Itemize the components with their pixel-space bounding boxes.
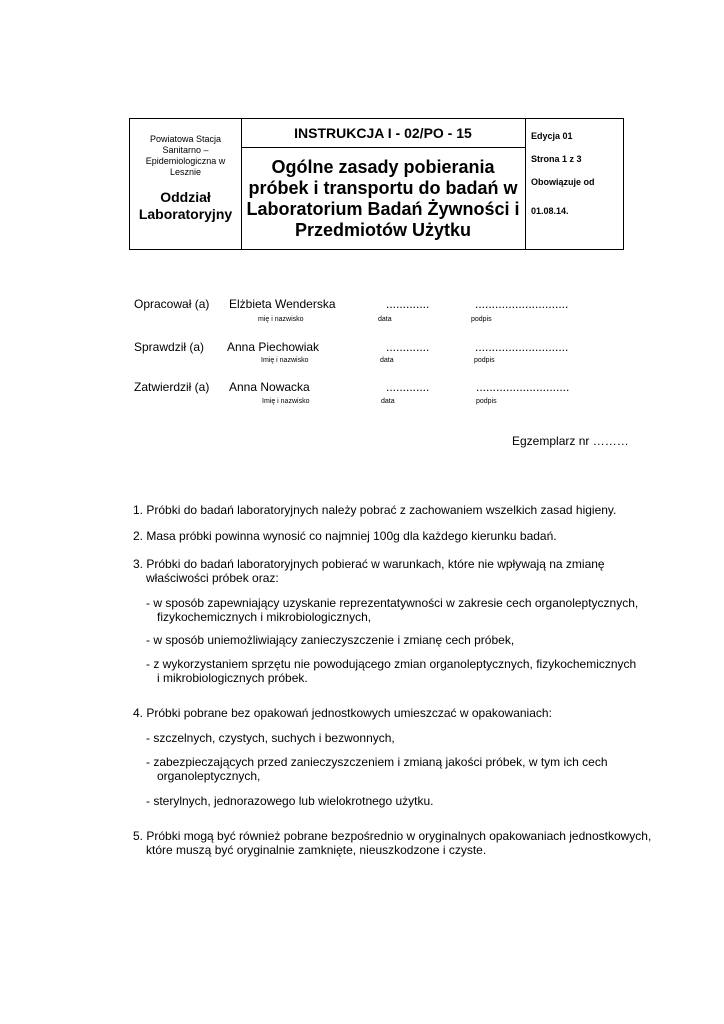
meta-cell: [525, 119, 624, 249]
document-code: INSTRUKCJA I - 02/PO - 15: [241, 119, 525, 148]
sub-item: - z wykorzystaniem sprzętu nie powodującego zmian organoleptycznych, fizykochemicznych: [146, 657, 637, 671]
list-item-continuation: które muszą być oryginalnie zamknięte, nieuszkodzone i czyste.: [146, 843, 487, 857]
signature-role: Zatwierdził (a): [134, 380, 210, 394]
sign-caption: podpis: [474, 357, 495, 364]
signature-name: Anna Nowacka: [229, 380, 310, 394]
copy-number: Egzemplarz nr ………: [512, 434, 629, 448]
list-item: 1. Próbki do badań laboratoryjnych należy pobrać z zachowaniem wszelkich zasad higieny.: [133, 503, 617, 517]
signature-name: Anna Piechowiak: [227, 340, 320, 354]
organization-cell: [130, 119, 242, 249]
signature-role: Opracował (a): [134, 297, 210, 311]
sub-item-continuation: i mikrobiologicznych próbek.: [157, 671, 308, 685]
page-number: Strona 1 z 3: [531, 154, 582, 164]
date-caption: data: [380, 357, 394, 364]
edition: Edycja 01: [531, 131, 573, 141]
sub-item-continuation: organoleptycznych,: [157, 769, 261, 783]
sign-caption: podpis: [476, 398, 497, 405]
list-item: 4. Próbki pobrane bez opakowań jednostkowych umieszczać w opakowaniach:: [133, 706, 552, 720]
organization-name: Powiatowa Stacja Sanitarno – Epidemiologiczna w Lesznie: [145, 134, 226, 177]
name-caption: Imię i nazwisko: [262, 398, 310, 405]
signature-date-field[interactable]: .............: [386, 297, 430, 311]
name-caption: Imię i nazwisko: [261, 357, 309, 364]
sub-item: - w sposób zapewniający uzyskanie reprezentatywności w zakresie cech organoleptycznych,: [146, 596, 639, 610]
list-item: 3. Próbki do badań laboratoryjnych pobierać w warunkach, które nie wpływają na zmianę: [133, 557, 605, 571]
signature-date-field[interactable]: .............: [386, 340, 430, 354]
effective-date: 01.08.14.: [531, 206, 569, 216]
sign-caption: podpis: [471, 316, 492, 323]
document-header-table: [129, 118, 624, 250]
sub-item-continuation: fizykochemicznych i mikrobiologicznych,: [157, 610, 372, 624]
signature-name: Elżbieta Wenderska: [229, 297, 336, 311]
sub-item: - w sposób uniemożliwiający zanieczyszczenie i zmianę cech próbek,: [146, 633, 515, 647]
sub-item: - szczelnych, czystych, suchych i bezwonnych,: [146, 731, 395, 745]
signature-date-field[interactable]: .............: [386, 380, 430, 394]
signature-sign-field[interactable]: ............................: [476, 380, 570, 394]
document-title: Ogólne zasady pobierania próbek i transportu do badań w Laboratorium Badań Żywności i Przedmiotów Użytku: [246, 157, 520, 240]
signature-sign-field[interactable]: ............................: [475, 297, 569, 311]
signature-role: Sprawdził (a): [134, 340, 205, 354]
list-item: 5. Próbki mogą być również pobrane bezpośrednio w oryginalnych opakowaniach jednostkowych,: [133, 829, 652, 843]
sub-item: - zabezpieczających przed zanieczyszczeniem i zmianą jakości próbek, w tym ich cech: [146, 755, 608, 769]
date-caption: data: [381, 398, 395, 405]
department-name: Oddział Laboratoryjny: [138, 189, 233, 222]
signature-sign-field[interactable]: ............................: [475, 340, 569, 354]
date-caption: data: [378, 316, 392, 323]
name-caption: mię i nazwisko: [258, 316, 304, 323]
effective-label: Obowiązuje od: [531, 177, 595, 187]
list-item: 2. Masa próbki powinna wynosić co najmniej 100g dla każdego kierunku badań.: [133, 529, 557, 543]
list-item-continuation: właściwości próbek oraz:: [146, 571, 279, 585]
sub-item: - sterylnych, jednorazowego lub wielokrotnego użytku.: [146, 794, 434, 808]
